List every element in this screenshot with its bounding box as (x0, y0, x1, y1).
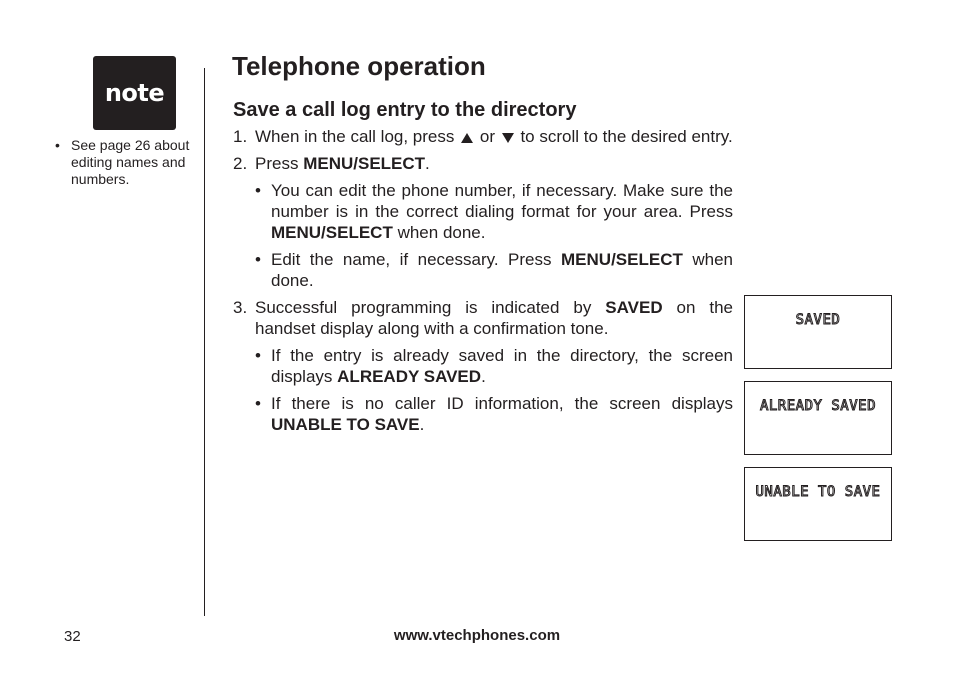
step-number: 1. (233, 127, 248, 146)
step-3 (233, 297, 733, 339)
display-message: SAVED (605, 298, 663, 317)
step-number: 2. (233, 154, 248, 173)
bullet-text-part: . (481, 367, 486, 386)
bullet-text (271, 180, 733, 243)
step-text-part: Press (255, 154, 299, 173)
bullet: • (255, 250, 261, 269)
step-1 (233, 126, 733, 147)
step-text-part: to scroll to the desired entry. (520, 127, 733, 146)
step-text-part: When in the call log, press (255, 127, 455, 146)
bullet-text-part: If the entry is already saved in the directory, the screen displays (271, 346, 733, 386)
display-text: SAVED (795, 312, 841, 328)
handset-display-already-saved (744, 381, 892, 455)
bullet-text-part: If there is no caller ID information, the screen displays (271, 394, 733, 413)
page-number: 32 (64, 628, 81, 645)
bullet-text (271, 393, 733, 435)
instructions (233, 126, 733, 441)
step-3-bullet-1 (255, 345, 733, 387)
side-note (55, 137, 205, 188)
bullet: • (255, 394, 261, 413)
side-note-text: See page 26 about editing names and numbers. (71, 137, 190, 187)
section-title: Save a call log entry to the directory (233, 99, 577, 121)
bullet-text-part: when done. (397, 223, 486, 242)
handset-display-saved (744, 295, 892, 369)
display-message: UNABLE TO SAVE (271, 415, 420, 434)
key-name: MENU/SELECT (561, 250, 683, 269)
down-arrow-icon (502, 133, 514, 143)
step-text (255, 126, 733, 147)
step-text-part: Successful programming is indicated by (255, 298, 592, 317)
note-label: note (104, 79, 165, 107)
bullet: • (255, 181, 261, 200)
key-name: MENU/SELECT (271, 223, 393, 242)
step-number: 3. (233, 298, 248, 317)
key-name: MENU/SELECT (303, 154, 426, 173)
bullet-text-part: when done. (271, 250, 733, 290)
bullet-text (271, 345, 733, 387)
page-title: Telephone operation (232, 51, 486, 81)
up-arrow-icon (461, 133, 473, 143)
step-text-part: on the handset display along with a confirmation tone. (255, 298, 733, 338)
bullet: • (255, 346, 261, 365)
footer-url: www.vtechphones.com (393, 627, 561, 644)
note-badge (93, 56, 176, 130)
step-text (255, 297, 733, 339)
step-2-bullet-2 (255, 249, 733, 291)
display-message: ALREADY SAVED (337, 367, 482, 386)
step-3-bullet-2 (255, 393, 733, 435)
bullet: • (55, 137, 60, 153)
step-2-bullet-1 (255, 180, 733, 243)
bullet-text (271, 249, 733, 291)
bullet-text-part: You can edit the phone number, if necessary. Make sure the number is in the correct dialing format for your area. Press (271, 181, 733, 221)
step-text-part: or (479, 127, 495, 146)
step-2 (233, 153, 733, 174)
display-text: UNABLE TO SAVE (755, 484, 881, 500)
vertical-divider (204, 68, 205, 616)
display-text: ALREADY SAVED (759, 398, 877, 414)
step-text (255, 153, 733, 174)
step-text-part: . (425, 154, 430, 173)
bullet-text-part: Edit the name, if necessary. Press (271, 250, 552, 269)
handset-display-unable-to-save (744, 467, 892, 541)
bullet-text-part: . (419, 415, 425, 434)
